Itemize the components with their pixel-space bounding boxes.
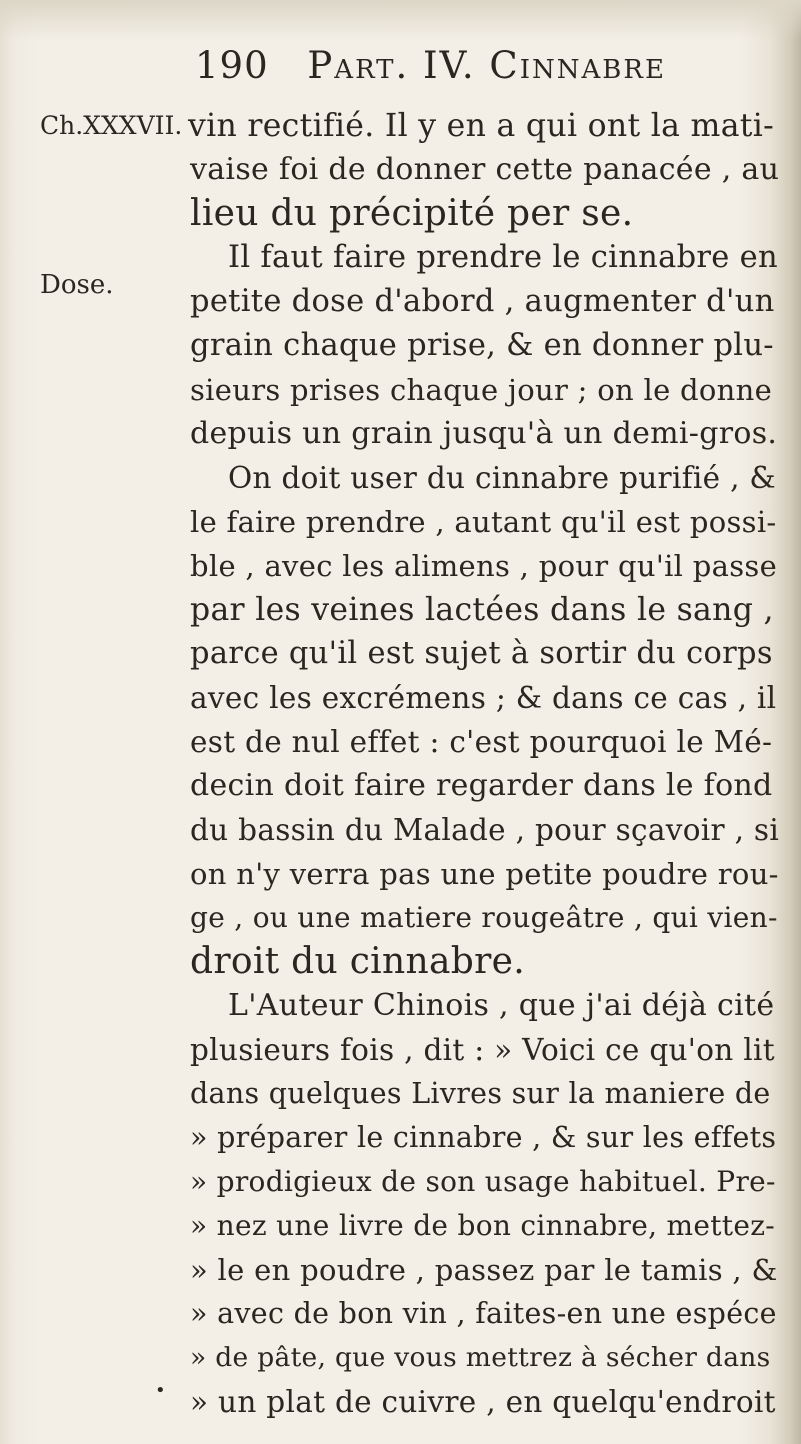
text-line: ble , avec les alimens , pour qu'il passe <box>190 549 778 583</box>
chapter-reference: Ch.XXXVII. <box>40 111 183 140</box>
text-line: decin doit faire regarder dans le fond <box>190 768 773 803</box>
running-title: Part. IV. Cinnabre <box>307 44 666 87</box>
text-line: parce qu'il est sujet à sortir du corps <box>190 636 773 671</box>
text-line: » préparer le cinnabre , & sur les effets <box>190 1121 777 1154</box>
text-line: » prodigieux de son usage habituel. Pre- <box>190 1165 776 1198</box>
text-line: Il faut faire prendre le cinnabre en <box>228 240 778 275</box>
text-line: dans quelques Livres sur la maniere de <box>190 1077 771 1110</box>
text-line: » nez une livre de bon cinnabre, mettez- <box>190 1209 776 1242</box>
margin-note-dose: Dose. <box>40 270 114 300</box>
text-line: droit du cinnabre. <box>190 941 525 982</box>
text-line: L'Auteur Chinois , que j'ai déjà cité <box>228 988 775 1023</box>
text-line: par les veines lactées dans le sang , <box>190 592 774 628</box>
text-line: plusieurs fois , dit : » Voici ce qu'on lit <box>190 1033 775 1067</box>
running-header <box>195 44 666 87</box>
ink-mark: • <box>155 1380 166 1401</box>
text-line: vaise foi de donner cette panacée , au <box>190 152 780 187</box>
text-line: sieurs prises chaque jour ; on le donne <box>190 373 773 407</box>
text-line: lieu du précipité per se. <box>190 193 634 234</box>
text-line: le faire prendre , autant qu'il est possi- <box>190 505 777 539</box>
text-line: On doit user du cinnabre purifié , & <box>228 461 776 495</box>
text-line: depuis un grain jusqu'à un demi-gros. <box>190 416 778 451</box>
text-line: est de nul effet : c'est pourquoi le Mé- <box>190 725 773 759</box>
text-line: » de pâte, que vous mettrez à sécher dans <box>190 1342 771 1373</box>
text-line: petite dose d'abord , augmenter d'un <box>190 284 775 319</box>
page-edge-shadow <box>0 0 801 40</box>
text-line: » avec de bon vin , faites-en une espéce <box>190 1297 777 1330</box>
text-line: grain chaque prise, & en donner plu- <box>190 328 774 363</box>
text-line: » un plat de cuivre , en quelqu'endroit <box>190 1385 776 1419</box>
text-line: » le en poudre , passez par le tamis , & <box>190 1253 778 1287</box>
text-line: ge , ou une matiere rougeâtre , qui vien- <box>190 901 778 934</box>
page-number: 190 <box>195 44 269 87</box>
text-line: on n'y verra pas une petite poudre rou- <box>190 857 779 891</box>
text-line: vin rectifié. Il y en a qui ont la mati- <box>188 108 775 144</box>
text-line: du bassin du Malade , pour sçavoir , si <box>190 813 780 847</box>
text-line: avec les excrémens ; & dans ce cas , il <box>190 681 777 715</box>
